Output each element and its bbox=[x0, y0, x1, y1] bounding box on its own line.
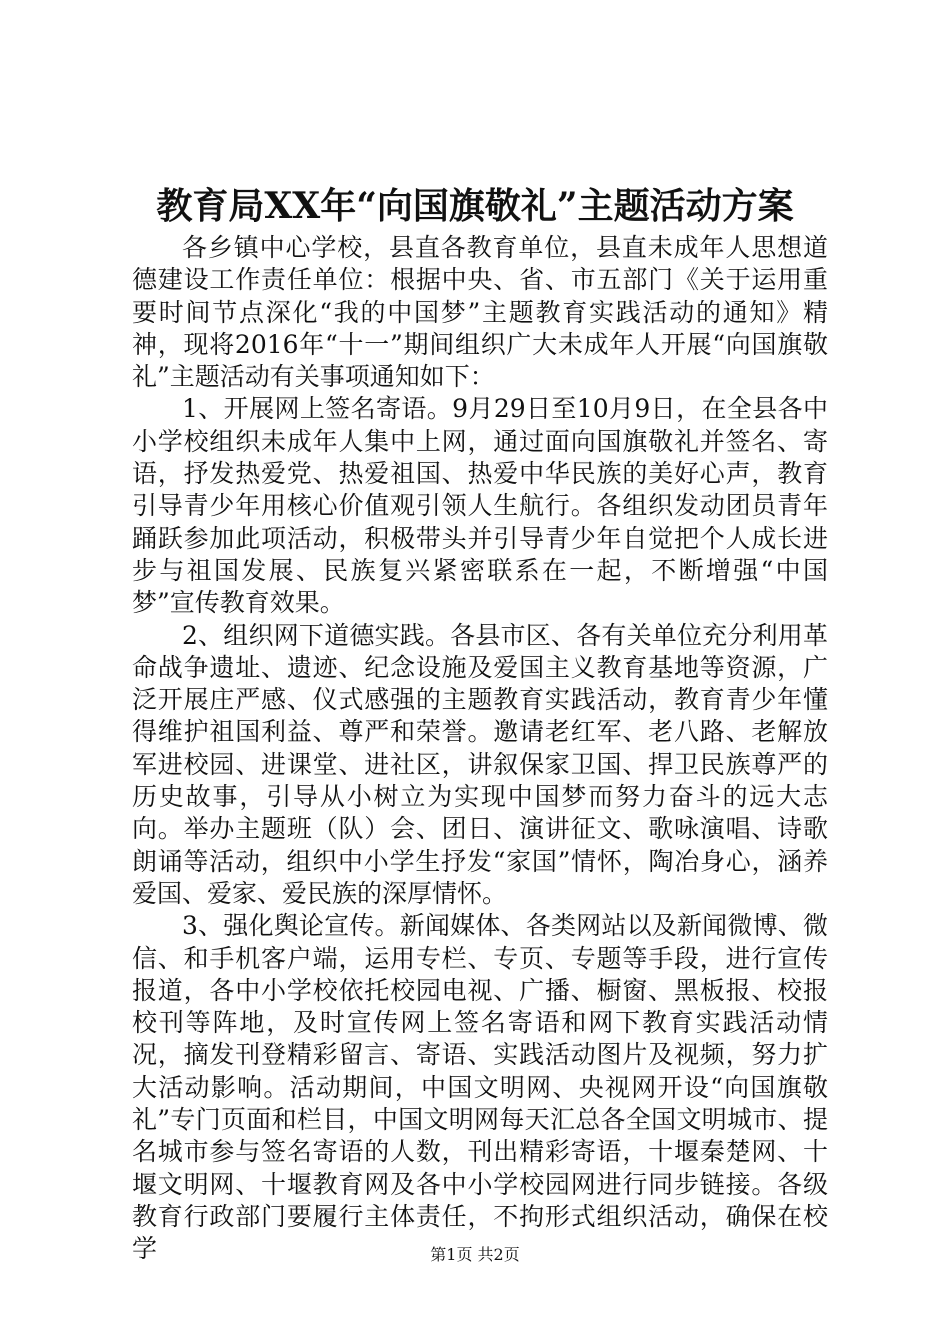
document-title: 教育局XX年“向国旗敬礼”主题活动方案 bbox=[156, 185, 794, 227]
document-body bbox=[132, 232, 828, 1266]
paragraph-item-3: 3、强化舆论宣传。新闻媒体、各类网站以及新闻微博、微信、和手机客户端，运用专栏、专页、专题等手段，进行宣传报道，各中小学校依托校园电视、广播、橱窗、黑板报、校报校刊等阵地，及时宣传网上签名寄语和网下教育实践活动情况，摘发刊登精彩留言、寄语、实践活动图片及视频，努力扩大活动影响。活动期间，中国文明网、央视网开设“向国旗敬礼”专门页面和栏目，中国文明网每天汇总各全国文明城市、提名城市参与签名寄语的人数，刊出精彩寄语，十堰秦楚网、十堰文明网、十堰教育网及各中小学校园网进行同步链接。各级教育行政部门要履行主体责任，不拘形式组织活动，确保在校学 bbox=[132, 911, 828, 1264]
paragraph-item-1: 1、开展网上签名寄语。9月29日至10月9日，在全县各中小学校组织未成年人集中上网，通过面向国旗敬礼并签名、寄语，抒发热爱党、热爱祖国、热爱中华民族的美好心声，教育引导青少年用核心价值观引领人生航行。各组织发动团员青年踊跃参加此项活动，积极带头并引导青少年自觉把个人成长进步与祖国发展、民族复兴紧密联系在一起，不断增强“中国梦”宣传教育效果。 bbox=[132, 394, 828, 618]
page-number-footer: 第1页 共2页 bbox=[430, 1245, 520, 1264]
paragraph-item-2: 2、组织网下道德实践。各县市区、各有关单位充分利用革命战争遗址、遗迹、纪念设施及爱国主义教育基地等资源，广泛开展庄严感、仪式感强的主题教育实践活动，教育青少年懂得维护祖国利益、尊严和荣誉。邀请老红军、老八路、老解放军进校园、进课堂、进社区，讲叙保家卫国、捍卫民族尊严的历史故事，引导从小树立为实现中国梦而努力奋斗的远大志向。举办主题班（队）会、团日、演讲征文、歌咏演唱、诗歌朗诵等活动，组织中小学生抒发“家国”情怀，陶冶身心，涵养爱国、爱家、爱民族的深厚情怀。 bbox=[132, 620, 828, 908]
paragraph-intro: 各乡镇中心学校，县直各教育单位，县直未成年人思想道德建设工作责任单位：根据中央、省、市五部门《关于运用重要时间节点深化“我的中国梦”主题教育实践活动的通知》精神，现将2016年“十一”期间组织广大未成年人开展“向国旗敬礼”主题活动有关事项通知如下： bbox=[132, 233, 828, 392]
